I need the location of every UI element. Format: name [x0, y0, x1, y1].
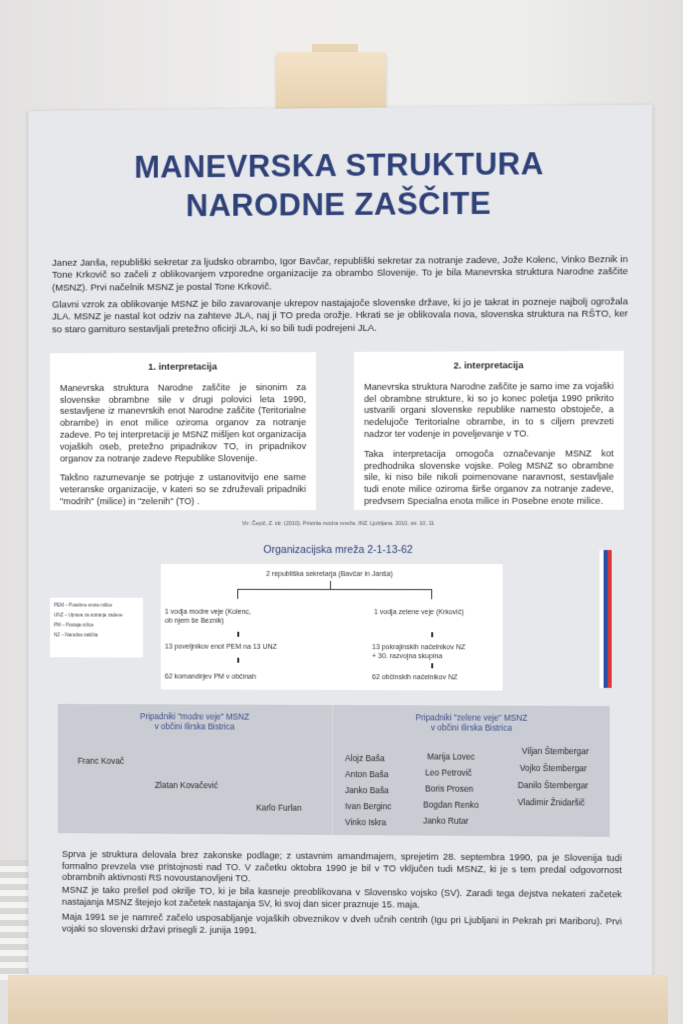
interpretation-2-box [354, 351, 624, 510]
org-blue-commanders: 13 poveljnikov enot PEM na 13 UNZ [164, 643, 277, 651]
org-connector [431, 632, 433, 637]
member-name: Janko Baša [344, 785, 389, 796]
member-name: Alojz Baša [344, 753, 385, 764]
member-name: Bogdan Renko [423, 799, 479, 810]
interpretation-1-heading: 1. interpretacija [148, 360, 218, 372]
poster-stand [8, 975, 668, 1024]
member-name: Vojko Štembergar [519, 762, 587, 774]
org-green-regional-note: + 30. razvojna skupina [372, 653, 443, 661]
interpretation-2-text-1: Manevrska struktura Narodne zaščite je samo ime za vojaški del obrambne strukture, ki so jo konec poletja 1990 prikrito ustvarili organi slovenske republike namesto obstoječe, a nedelujoče Teritorialne obrambe, in to s ciljem prevzeti nadzor ter vodenje in poveljevanje v TO. [364, 380, 614, 439]
org-connector [237, 589, 238, 599]
member-name: Leo Petrovič [425, 767, 472, 778]
flag-stripe [608, 550, 612, 688]
poster-title [28, 143, 652, 226]
org-green-regional: 13 pokrajinskih načelnikov NZ [372, 644, 466, 652]
green-branch-heading [333, 713, 611, 734]
member-name: Marija Lovec [427, 751, 475, 762]
org-connector [237, 632, 239, 637]
interpretation-1-text-2: Takšno razumevanje se potrjuje z ustanovitvijo ene same veteranske organizacije, v kateri so se združevali pripadniki "modrih" (milice) in "zelenih" (TO) . [59, 472, 307, 507]
members-panel [58, 704, 610, 837]
title-line-2: NARODNE ZAŠČITE [185, 185, 492, 224]
org-blue-stations: 62 komandirjev PM v občinah [164, 673, 257, 681]
poster-clip [276, 52, 386, 110]
intro-paragraph-1: Janez Janša, republiški sekretar za ljudsko obrambo, Igor Bavčar, republiški sekretar za notranje zadeve, Jože Kolenc, Vinko Beznik in Tone Krkovič so začeli z oblikovanjem vzporedne organizacije za obrambo Slovenije. To je bila Manevrska struktura Narodne zaščite (MSNZ). Prvi načelnik MSNZ je postal Tone Krkovič. [51, 254, 628, 294]
organization-chart [161, 564, 503, 691]
green-branch-members [332, 705, 611, 837]
green-heading-line-1: Pripadniki "zelene veje" MSNZ [415, 713, 528, 723]
member-name: Janko Rutar [423, 815, 469, 826]
legend-item: PEM – Posebne enote milice [53, 602, 113, 608]
member-name: Danilo Štembergar [517, 779, 589, 791]
legend-item: UNZ – Uprava za notranje zadeve [53, 612, 123, 618]
blue-heading-line-1: Pripadniki "modre veje" MSNZ [139, 712, 250, 722]
org-connector [330, 581, 331, 589]
org-blue-leader: 1 vodja modre veje (Kolenc, [164, 608, 251, 616]
org-blue-leader-note: ob njem še Beznik) [164, 617, 224, 625]
abbreviation-legend [50, 598, 143, 658]
blue-branch-members [58, 704, 332, 835]
footer-paragraph-1: Sprva je struktura delovala brez zakonske podlage; z ustavnim amandmajem, sprejetim 28. septembra 1990, pa je Slovenija tudi formalno prevzela vse pristojnosti nad TO. V začetku oktobra 1990 je bil v TO vključen tudi MSNZ, ki je s tem predal odgovornost obrambnih aktivnosti RS novoustanovljeni TO. [61, 849, 622, 884]
member-name: Ivan Berginc [344, 801, 392, 812]
intro-paragraph-2: Glavni vzrok za oblikovanje MSNZ je bilo zavarovanje ukrepov nastajajoče slovenske države, ki jo je takrat in pozneje najbolj ogrožala JLA. MSNZ je nastal kot odziv na zahteve JLA, naj ji TO preda orožje. Hkrati se je oblikovala nova, slovenska struktura na RŠTO, ker so staro garnituro sestavljali pretežno oficirji JLA, ki so bili tudi podrejeni JLA. [51, 296, 628, 336]
footer-paragraph-3: Maja 1991 se je namreč začelo usposabljanje vojaških obveznikov v dveh učnih centrih (Igu pri Ljubljani in Pekrah pri Mariboru). Prvi vojaki so slovenski državi prisegli 2. junija 1991. [61, 911, 622, 935]
org-connector [431, 589, 432, 599]
legend-item: PM – Postaja milice [53, 622, 94, 628]
interpretation-2-text-2: Taka interpretacija omogoča označevanje MSNZ kot predhodnika slovenske vojske. Poleg MSNZ so obrambne sile, ki niso bile nikoli poimenovane naravnost, sestavljale tudi enote milice oziroma širše organov za notranje zadeve, predvsem Specialna enota milice in Posebne enote milice. [364, 448, 614, 506]
member-name: Viljan Štembergar [521, 745, 589, 757]
legend-item: NZ – Narodna zaščita [53, 632, 98, 638]
poster [28, 105, 652, 981]
member-name: Franc Kovač [77, 755, 125, 766]
network-title: Organizacijska mreža 2-1-13-62 [263, 543, 413, 557]
slovenian-flag-stripes [600, 550, 612, 688]
org-green-leader: 1 vodja zelene veje (Krkovič) [374, 609, 464, 617]
member-name: Vinko Iskra [344, 817, 387, 828]
org-connector [237, 589, 432, 590]
org-connector [237, 658, 239, 663]
footer-paragraph-2: MSNZ je tako prešel pod okrilje TO, ki je bila kasneje preoblikovana v Slovensko vojsko (SV). Zaradi tega dejstva nekateri začetek nastajanja MSNZ štejejo kot začetek nastajanja SV, ki svoj dan sicer praznuje 15. maja. [61, 884, 622, 910]
green-heading-line-2: v občini Ilirska Bistrica [430, 723, 512, 733]
member-name: Vladimir Žnidaršič [517, 797, 585, 808]
member-name: Karlo Furlan [256, 802, 302, 813]
blue-branch-heading [58, 712, 332, 733]
source-citation: Vir: Čepič, Z. idr. (2010). Pristriia modra mreža. INZ. Ljubljana. 2010, str. 10, 11 [242, 520, 435, 528]
member-name: Zlatan Kovačević [154, 779, 219, 791]
interpretation-2-heading: 2. interpretacija [453, 359, 524, 371]
member-name: Anton Baša [344, 769, 389, 780]
title-line-1: MANEVRSKA STRUKTURA [134, 146, 544, 185]
interpretation-1-text-1: Manevrska struktura Narodne zaščite je sinonim za slovenske obrambne sile v drugi polovici leta 1990, sestavljene iz manevrskih enot Narodne zaščite (Teritorialne obrambe) in enot milice oziroma organov za notranje zadeve. Po tej interpretaciji je MSNZ mišljen kot organizacija vojaških oseb, pretežno pripadnikov TO, in pripadnikov organov za notranje zadeve Republike Slovenije. [59, 381, 307, 464]
member-name: Boris Prosen [425, 783, 474, 794]
blue-heading-line-2: v občini Ilirska Bistrica [154, 722, 235, 732]
org-top-node: 2 republiška sekretarja (Bavčar in Janša) [266, 570, 393, 579]
interpretation-1-box [50, 352, 316, 510]
org-green-municipal: 62 občinskih načelnikov NZ [372, 674, 458, 682]
org-connector [431, 663, 433, 668]
